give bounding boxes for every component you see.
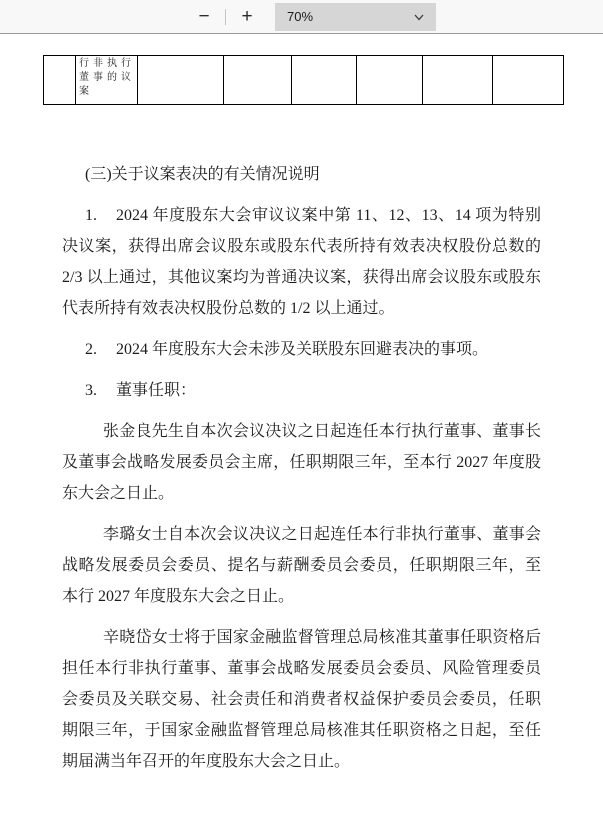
paragraph-numbered-2 xyxy=(62,334,541,365)
paragraph-number: 1. xyxy=(85,207,97,224)
table-cell xyxy=(357,56,423,105)
zoom-out-button[interactable]: − xyxy=(189,3,219,31)
paragraph-numbered-1 xyxy=(62,200,541,324)
paragraph-director-lilu: 李璐女士自本次会议决议之日起连任本行非执行董事、董事会战略发展委员会委员、提名与薪酬委员会委员，任职期限三年，至本行 2027 年度股东大会之日止。 xyxy=(62,526,541,605)
continuation-table xyxy=(43,55,564,105)
table-cell xyxy=(44,56,76,105)
paragraph-number: 3. xyxy=(85,382,97,399)
document-page xyxy=(0,55,603,777)
pdf-viewer-toolbar xyxy=(0,0,603,34)
paragraph-director-zhangjinliang: 张金良先生自本次会议决议之日起连任本行执行董事、董事长及董事会战略发展委员会主席，任职期限三年，至本行 2027 年度股东大会之日止。 xyxy=(62,423,541,502)
table-row xyxy=(44,56,564,105)
paragraph-text: 2024 年度股东大会未涉及关联股东回避表决的事项。 xyxy=(116,341,489,358)
paragraph-numbered-3 xyxy=(62,375,541,406)
table-cell xyxy=(493,56,564,105)
zoom-in-button[interactable]: + xyxy=(232,3,262,31)
zoom-level-value: 70% xyxy=(287,9,314,24)
section-heading: (三)关于议案表决的有关情况说明 xyxy=(85,166,320,183)
table-cell xyxy=(138,56,224,105)
table-cell xyxy=(292,56,357,105)
table-cell: 行非执行董事的议案 xyxy=(76,56,138,105)
table-cell xyxy=(224,56,292,105)
chevron-down-icon xyxy=(412,10,426,24)
toolbar-divider xyxy=(225,9,226,25)
table-cell xyxy=(423,56,493,105)
zoom-level-dropdown[interactable] xyxy=(275,3,436,31)
paragraph-number: 2. xyxy=(85,341,97,358)
document-text-block xyxy=(62,159,541,777)
paragraph-text: 2024 年度股东大会审议议案中第 11、12、13、14 项为特别决议案，获得出席会议股东或股东代表所持有效表决权股份总数的 2/3 以上通过，其他议案均为普通决议案，获得出席会议股东或股东代表所持有效表决权股份总数的 1/2 以上通过。 xyxy=(62,207,541,317)
paragraph-text: 董事任职： xyxy=(116,382,197,399)
paragraph-director-xinxiaodai: 辛晓岱女士将于国家金融监督管理总局核准其董事任职资格后担任本行非执行董事、董事会战略发展委员会委员、风险管理委员会委员及关联交易、社会责任和消费者权益保护委员会委员，任职期限三年，于国家金融监督管理总局核准其任职资格之日起，至任期届满当年召开的年度股东大会之日止。 xyxy=(62,629,541,770)
